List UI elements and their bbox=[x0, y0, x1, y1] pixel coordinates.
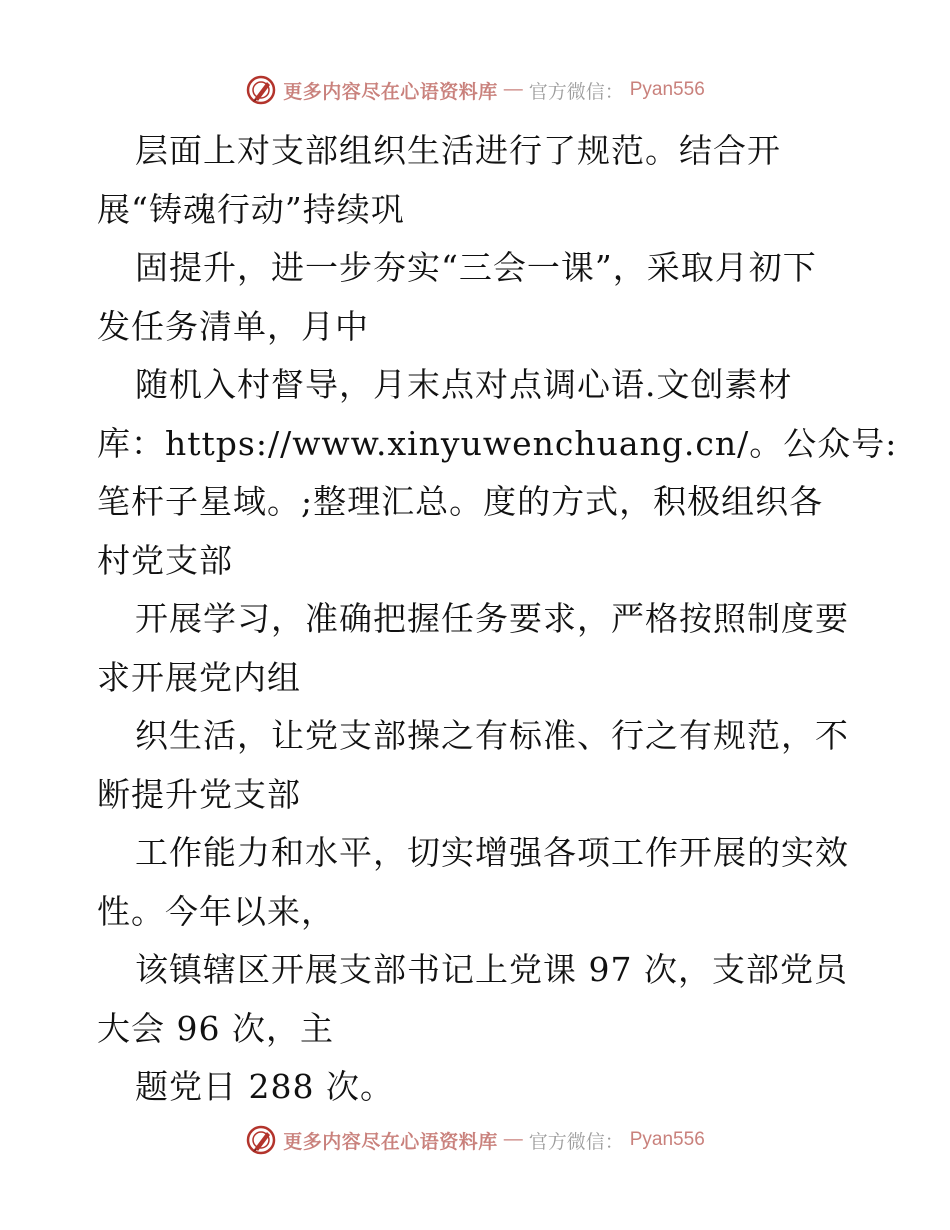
document-body bbox=[97, 122, 898, 1117]
banner-title: 更多内容尽在心语资料库 bbox=[283, 80, 498, 103]
text-line: 笔杆子星域。;整理汇总。度的方式，积极组织各 bbox=[97, 482, 824, 521]
header-banner bbox=[0, 70, 950, 110]
text-line: 展“铸魂行动”持续巩 bbox=[97, 189, 405, 229]
text-line: 开展学习，准确把握任务要求，严格按照制度要 bbox=[135, 599, 849, 638]
banner-wechat-id: Pyan556 bbox=[629, 79, 705, 100]
text-line: 织生活，让党支部操之有标准、行之有规范，不 bbox=[135, 716, 849, 755]
text-line: 求开展党内组 bbox=[97, 657, 301, 697]
banner-wechat-label: 官方微信： bbox=[528, 80, 624, 103]
banner-title: 更多内容尽在心语资料库 bbox=[283, 1130, 498, 1153]
text-line: 发任务清单，月中 bbox=[97, 306, 369, 346]
text-line: 断提升党支部 bbox=[97, 774, 301, 814]
text-line: 题党日 288 次。 bbox=[135, 1067, 394, 1106]
text-line: 村党支部 bbox=[97, 540, 233, 580]
text-line: 随机入村督导，月末点对点调心语.文创素材 bbox=[135, 365, 793, 404]
banner-wechat-label: 官方微信： bbox=[528, 1130, 624, 1153]
footer-banner bbox=[0, 1120, 950, 1160]
text-line: 层面上对支部组织生活进行了规范。结合开 bbox=[135, 131, 781, 170]
text-line: 该镇辖区开展支部书记上党课 97 次，支部党员 bbox=[135, 950, 848, 989]
text-line: 工作能力和水平，切实增强各项工作开展的实效 bbox=[135, 833, 849, 872]
text-line: 大会 96 次，主 bbox=[97, 1008, 334, 1048]
pen-nib-logo-icon bbox=[245, 1124, 277, 1156]
text-line: 库：https://www.xinyuwenchuang.cn/。公众号: bbox=[97, 423, 898, 463]
banner-separator: — bbox=[503, 1129, 523, 1150]
text-line: 固提升，进一步夯实“三会一课”，采取月初下 bbox=[135, 248, 817, 287]
pen-nib-logo-icon bbox=[245, 74, 277, 106]
banner-separator: — bbox=[503, 79, 523, 100]
text-line: 性。今年以来， bbox=[97, 891, 335, 931]
banner-wechat-id: Pyan556 bbox=[629, 1129, 705, 1150]
